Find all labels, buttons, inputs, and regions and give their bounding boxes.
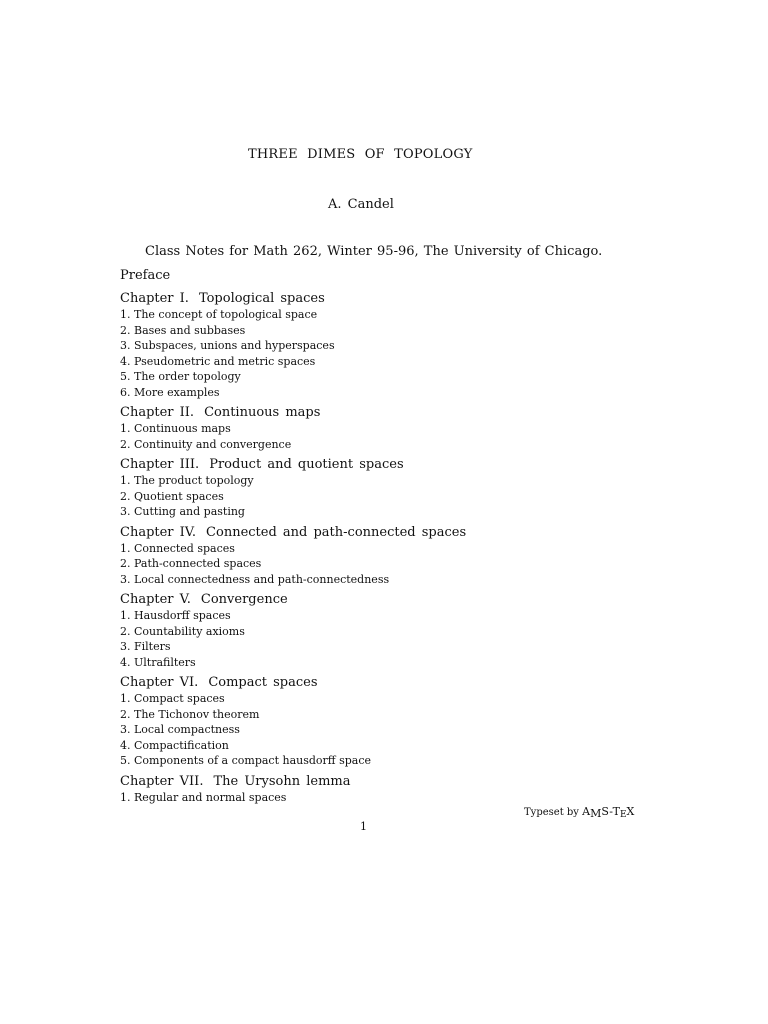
chapter-number: Chapter I.: [120, 291, 189, 306]
section-item: 1. Regular and normal spaces: [120, 790, 287, 804]
typeset-credit: [524, 805, 634, 818]
chapter-title: Product and quotient spaces: [209, 457, 404, 472]
chapter-heading: [120, 404, 466, 421]
chapter-number: Chapter IV.: [120, 524, 197, 540]
section-item: 3. Filters: [120, 640, 171, 653]
section-item: 2. Quotient spaces: [120, 489, 224, 503]
typeset-label: Typeset by: [524, 807, 579, 818]
chapter-title: Compact spaces: [208, 675, 318, 690]
amstex-logo: AMS-TEX: [582, 805, 635, 820]
chapter-heading: [120, 591, 466, 608]
chapter-title: Topological spaces: [198, 291, 325, 306]
section-item: 1. The product topology: [120, 474, 254, 487]
chapter-heading: [120, 524, 466, 541]
chapter-title: Convergence: [200, 592, 288, 607]
section-item: 3. Subspaces, unions and hyperspaces: [120, 339, 335, 352]
author: A. Candel: [328, 197, 394, 212]
chapter-title: The Urysohn lemma: [213, 773, 351, 789]
section-item: 3. Local compactness: [120, 723, 240, 736]
section-item: 2. Path-connected spaces: [120, 557, 262, 570]
document-title: THREE DIMES OF TOPOLOGY: [248, 147, 473, 162]
chapter-title: Continuous maps: [204, 405, 321, 420]
preface-heading: Preface: [120, 268, 171, 283]
section-item: 2. The Tichonov theorem: [120, 707, 260, 721]
section-item: 5. Components of a compact hausdorff space: [120, 754, 372, 767]
section-item: 4. Ultrafilters: [120, 655, 196, 669]
chapter-heading: [120, 674, 466, 691]
page-number: 1: [360, 820, 367, 833]
chapter-heading: [120, 456, 466, 473]
section-item: 6. More examples: [120, 385, 220, 399]
chapter-number: Chapter V.: [120, 592, 191, 607]
section-item: 5. The order topology: [120, 370, 241, 383]
section-item: 1. Connected spaces: [120, 541, 235, 555]
section-item: 4. Compactification: [120, 738, 229, 752]
chapter-heading: [120, 773, 466, 790]
chapter-heading: [120, 290, 466, 307]
chapter-number: Chapter VII.: [120, 773, 204, 789]
section-item: 1. Compact spaces: [120, 692, 225, 705]
section-item: 4. Pseudometric and metric spaces: [120, 354, 316, 368]
section-item: 3. Local connectedness and path-connectedness: [120, 572, 390, 586]
chapter-number: Chapter II.: [120, 405, 195, 420]
section-item: 1. Continuous maps: [120, 422, 231, 435]
chapter-number: Chapter VI.: [120, 675, 199, 690]
chapter-number: Chapter III.: [120, 457, 200, 472]
section-item: 3. Cutting and pasting: [120, 505, 245, 518]
section-item: 2. Continuity and convergence: [120, 437, 292, 451]
section-item: 2. Countability axioms: [120, 624, 245, 638]
section-item: 1. The concept of topological space: [120, 308, 318, 321]
section-item: 2. Bases and subbases: [120, 323, 246, 337]
table-of-contents: [120, 266, 466, 805]
chapter-title: Connected and path-connected spaces: [206, 524, 467, 540]
class-notes-line: Class Notes for Math 262, Winter 95-96, The University of Chicago.: [145, 244, 603, 259]
section-item: 1. Hausdorff spaces: [120, 609, 231, 622]
